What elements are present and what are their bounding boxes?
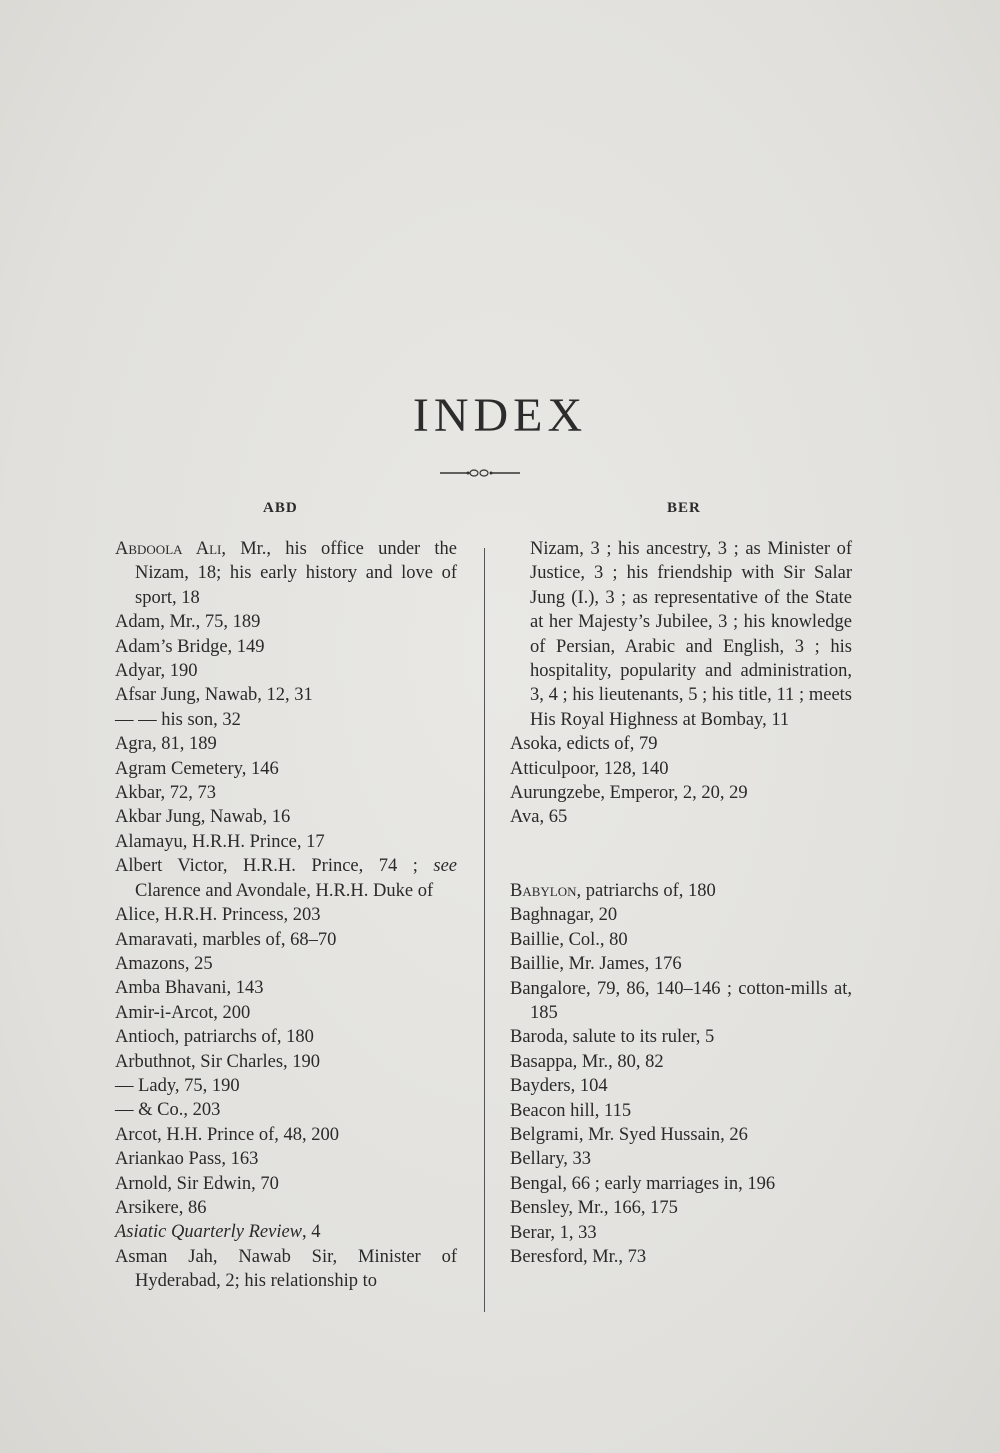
index-entry (510, 805, 852, 829)
index-entry (115, 537, 457, 610)
entry-text: Aurungzebe, Emperor, 2, 20, 29 (510, 783, 748, 804)
entry-text: Baillie, Col., 80 (510, 929, 628, 950)
index-entry (510, 1123, 852, 1147)
entry-text: Amir-i-Arcot, 200 (115, 1002, 251, 1023)
entry-tail: , 4 (302, 1222, 321, 1243)
entry-text: Baroda, salute to its ruler, 5 (510, 1027, 715, 1048)
entry-text: Asman Jah, Nawab Sir, Minister of Hyderabad, 2; his relationship to (115, 1246, 457, 1292)
entry-text: Akbar, 72, 73 (115, 783, 216, 804)
index-entry (510, 903, 852, 927)
entry-text: Adyar, 190 (115, 661, 198, 682)
index-entry (115, 1050, 457, 1074)
entry-text: Asoka, edicts of, 79 (510, 734, 658, 755)
index-entry (510, 1245, 852, 1269)
index-entry (115, 830, 457, 854)
entry-text: Adam’s Bridge, 149 (115, 636, 265, 657)
entry-text: Beacon hill, 115 (510, 1100, 632, 1121)
entry-text: Amaravati, marbles of, 68–70 (115, 929, 337, 950)
index-entry (115, 1147, 457, 1171)
entry-text: Basappa, Mr., 80, 82 (510, 1051, 664, 1072)
entry-text: Bayders, 104 (510, 1076, 608, 1097)
index-entry (115, 683, 457, 707)
column-divider (484, 548, 485, 1312)
left-column-heading: ABD (263, 500, 298, 516)
index-entry (510, 1196, 852, 1220)
entry-text: Agram Cemetery, 146 (115, 758, 279, 779)
index-entry (115, 1196, 457, 1220)
entry-text: Afsar Jung, Nawab, 12, 31 (115, 685, 313, 706)
entry-text: Beresford, Mr., 73 (510, 1246, 647, 1267)
left-index-column (115, 537, 457, 1294)
entry-text: Belgrami, Mr. Syed Hussain, 26 (510, 1124, 748, 1145)
index-entry (115, 1025, 457, 1049)
index-entry (115, 928, 457, 952)
index-entry (115, 708, 457, 732)
index-entry (115, 757, 457, 781)
ornament-divider (440, 466, 520, 480)
entry-text: Ariankao Pass, 163 (115, 1149, 259, 1170)
entry-tail: Clarence and Avondale, H.R.H. Duke of (135, 880, 434, 901)
index-entry (115, 610, 457, 634)
entry-text: Alamayu, H.R.H. Prince, 17 (115, 831, 325, 852)
entry-text: Antioch, patriarchs of, 180 (115, 1027, 314, 1048)
index-entry (510, 879, 852, 903)
entry-text: , patriarchs of, 180 (576, 880, 716, 901)
entry-text: Arcot, H.H. Prince of, 48, 200 (115, 1124, 340, 1145)
entry-text: Akbar Jung, Nawab, 16 (115, 807, 291, 828)
right-column-heading: BER (667, 500, 701, 516)
index-entry (510, 928, 852, 952)
index-entry (115, 1123, 457, 1147)
index-entry (510, 1050, 852, 1074)
entry-text: Arsikere, 86 (115, 1197, 207, 1218)
continued-entry: Nizam, 3 ; his ancestry, 3 ; as Minister of Justice, 3 ; his friendship with Sir Salar Jung (I.), 3 ; as representative of the State at her Majesty’s Jubilee, 3 ; his knowledge of Persian, Arabic and English, 3 ; his hospitality, popularity and administration, 3, 4 ; his lieutenants, 5 ; his title, 11 ; meets His Royal Highness at Bombay, 11 (530, 539, 852, 730)
entry-headword: Babylon (510, 880, 577, 901)
index-entry (510, 1025, 852, 1049)
index-entry (115, 854, 457, 903)
entry-text: Baillie, Mr. James, 176 (510, 954, 682, 975)
index-entry (510, 732, 852, 756)
entry-text: Agra, 81, 189 (115, 734, 217, 755)
index-entry (510, 1221, 852, 1245)
entry-text: — — his son, 32 (115, 709, 241, 730)
entry-text: Atticulpoor, 128, 140 (510, 758, 669, 779)
index-entry (510, 757, 852, 781)
index-entry (115, 781, 457, 805)
entry-text: Amba Bhavani, 143 (115, 978, 264, 999)
index-entry (115, 1245, 457, 1294)
entry-text: Berar, 1, 33 (510, 1222, 597, 1243)
page-title: INDEX (412, 389, 588, 442)
entry-text: Bensley, Mr., 166, 175 (510, 1198, 678, 1219)
index-entry (115, 1001, 457, 1025)
index-entry (115, 1074, 457, 1098)
entry-text: Bangalore, 79, 86, 140–146 ; cotton-mills at, 185 (510, 978, 852, 1023)
index-entry (115, 952, 457, 976)
index-entry (510, 1074, 852, 1098)
entry-text: Bellary, 33 (510, 1149, 592, 1170)
index-entry (510, 781, 852, 805)
entry-text: , Mr., his office under the Nizam, 18; his early history and love of sport, 18 (135, 539, 458, 608)
index-entry (510, 1172, 852, 1196)
section-gap (510, 830, 852, 879)
index-entry (115, 659, 457, 683)
index-entry (115, 732, 457, 756)
index-entry (115, 1172, 457, 1196)
entry-text: Arbuthnot, Sir Charles, 190 (115, 1051, 321, 1072)
index-entry (510, 1147, 852, 1171)
entry-text: Baghnagar, 20 (510, 905, 618, 926)
entry-text: Albert Victor, H.R.H. Prince, 74 ; (115, 856, 418, 877)
entry-text: — & Co., 203 (115, 1100, 221, 1121)
entry-text: — Lady, 75, 190 (115, 1075, 240, 1096)
index-entry (115, 635, 457, 659)
entry-text: Ava, 65 (510, 807, 568, 828)
entry-text: Bengal, 66 ; early marriages in, 196 (510, 1173, 776, 1194)
entry-text: Alice, H.R.H. Princess, 203 (115, 905, 321, 926)
index-entry (115, 903, 457, 927)
index-entry (510, 952, 852, 976)
entry-headword: Abdoola Ali (115, 539, 222, 559)
index-entry (115, 1220, 457, 1244)
right-index-column (510, 537, 852, 1269)
entry-text: Arnold, Sir Edwin, 70 (115, 1173, 279, 1194)
entry-text: Amazons, 25 (115, 953, 213, 974)
index-entry (115, 976, 457, 1000)
entry-italic: Asiatic Quarterly Review (115, 1222, 303, 1243)
index-entry (115, 805, 457, 829)
index-entry (510, 1099, 852, 1123)
index-entry (115, 1098, 457, 1122)
index-entry (510, 977, 852, 1026)
entry-text: Adam, Mr., 75, 189 (115, 612, 261, 633)
entry-italic: see (417, 856, 457, 877)
